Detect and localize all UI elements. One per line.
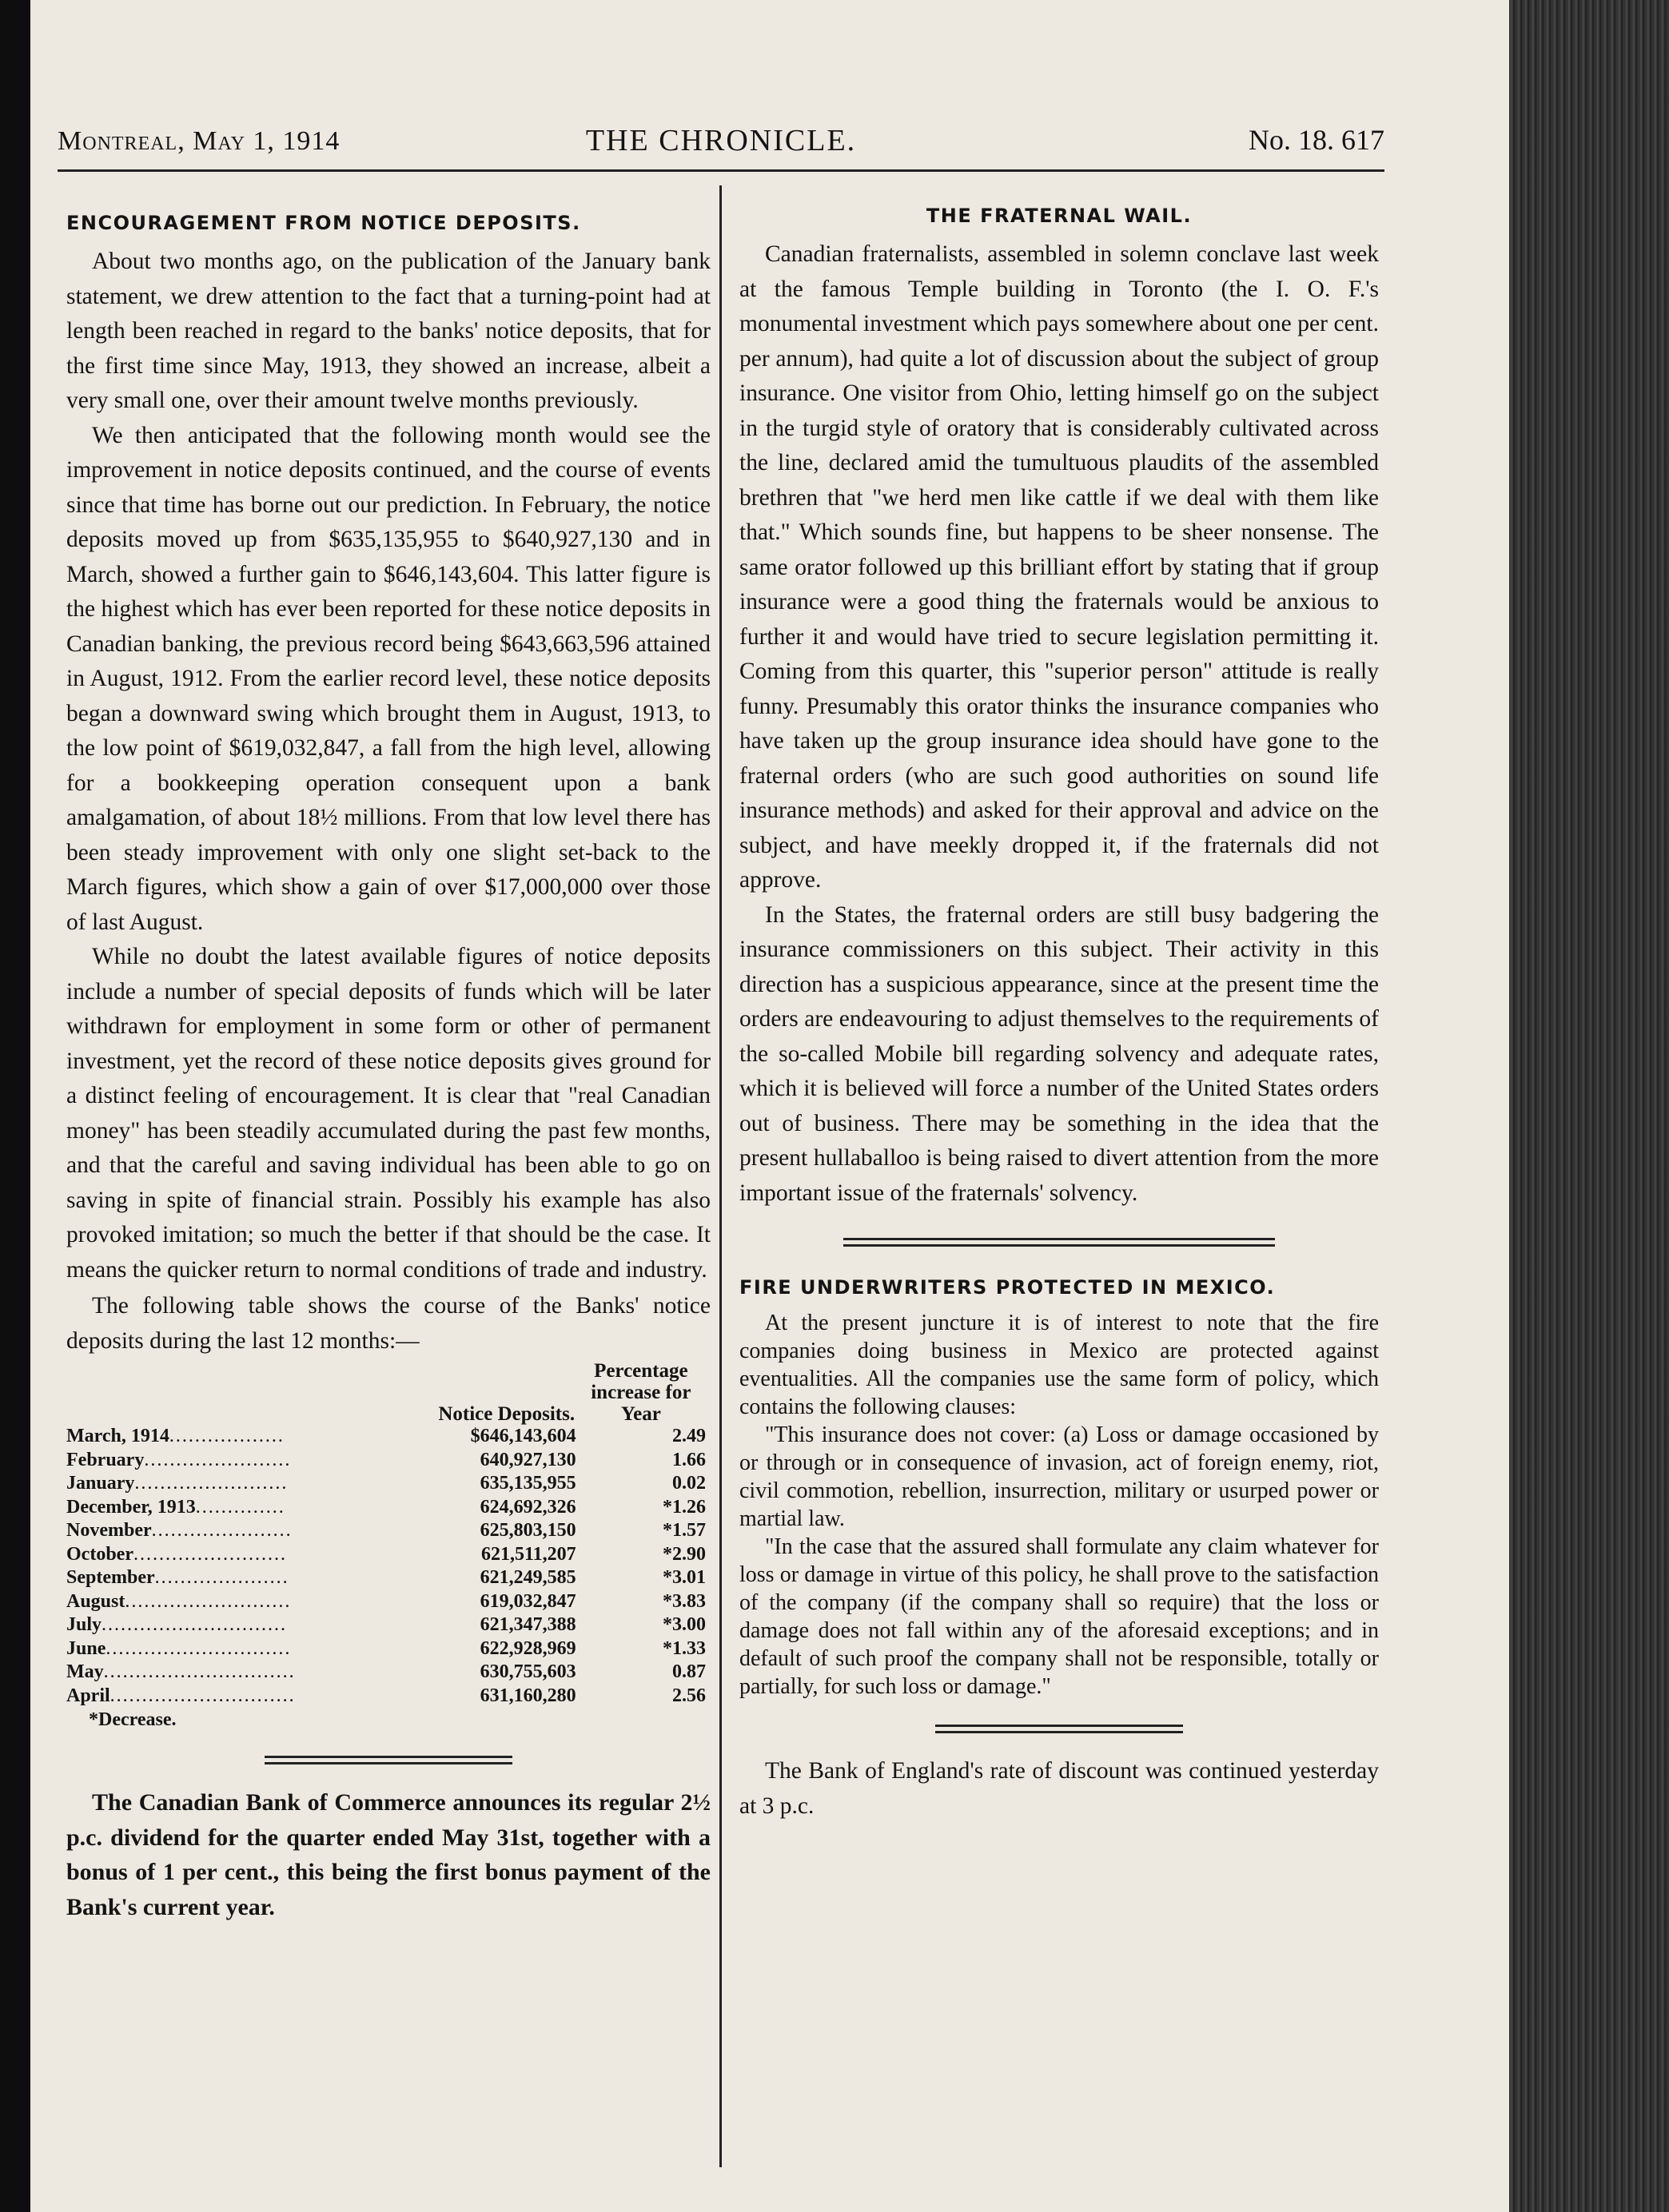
leader-dots: ..............................: [103, 1661, 296, 1682]
row-deposits: 631,160,280: [480, 1685, 576, 1706]
row-deposits: 635,135,955: [480, 1473, 576, 1494]
row-deposits: 621,249,585: [480, 1567, 576, 1588]
issue-number: No. 18. 617: [1249, 124, 1384, 156]
row-month: August: [66, 1590, 125, 1612]
row-percentage: 2.49: [672, 1426, 706, 1446]
table-row: [66, 1519, 706, 1543]
bank-of-commerce-notice: The Canadian Bank of Commerce announces its regular 2½ p.c. dividend for the quarter ended May 31st, together with a bonus of 1 per cent., this being the first bonus payment of the Bank's current year.: [66, 1789, 711, 1920]
row-deposits: $646,143,604: [470, 1426, 576, 1446]
table-row: [66, 1613, 706, 1637]
section-rule: [935, 1725, 1183, 1733]
paragraph: About two months ago, on the publication of the January bank statement, we drew attention to the fact that a turning-point had at length been reached in regard to the banks' notice deposits, that for the first time since May, 1913, they showed an increase, albeit a very small one, over their amount twelve months previously.: [66, 249, 711, 413]
row-month: June: [66, 1637, 106, 1659]
paragraph: Canadian fraternalists, assembled in solemn conclave last week at the famous Temple building in Toronto (the I. O. F.'s monumental investment which pays somewhere about one per cent. per annum), had quite a lot of discussion about the subject of group insurance. One visitor from Ohio, letting himself go on the subject in the turgid style of oratory that is considerably cultivated across the line, declared amid the tumultuous plaudits of the assembled brethren that "we herd men like cattle if we deal with them like that." Which sounds fine, but happens to be sheer nonsense. The same orator followed up this brilliant effort by stating that if group insurance were a good thing the fraternals would be anxious to further it and would have tried to secure legislation permitting it. Coming from this quarter, this "superior person" attitude is really funny. Presumably this orator thinks the insurance companies who have taken up the group insurance idea should have gone to the fraternal orders (who are such good authorities on sound life insurance methods) and asked for their approval and advice on the subject, and have meekly dropped it, if the fraternals did not approve.: [739, 241, 1379, 893]
bank-of-england-notice: The Bank of England's rate of discount was continued yesterday at 3 p.c.: [739, 1758, 1379, 1819]
table-row: [66, 1661, 706, 1685]
fire-underwriters-article: [739, 1309, 1379, 1701]
table-row: [66, 1543, 706, 1567]
row-percentage: 2.56: [672, 1685, 706, 1706]
row-deposits: 621,511,207: [480, 1543, 576, 1565]
row-deposits: 630,755,603: [480, 1661, 576, 1682]
leader-dots: ......................: [151, 1520, 293, 1541]
row-deposits: 625,803,150: [480, 1520, 576, 1541]
quoted-clause: "This insurance does not cover: (a) Loss or damage occasioned by or through or in consequence of invasion, act of foreign enemy, riot, civil commotion, rebellion, insurrection, military or usurped power or martial law.: [739, 1422, 1379, 1531]
right-column: [739, 202, 1379, 1824]
leader-dots: ..................: [169, 1426, 285, 1446]
paragraph: We then anticipated that the following month would see the improvement in notice deposits continued, and the course of events since that time has borne out our prediction. In February, the notice deposits moved up from $635,135,955 to $640,927,130 and in March, showed a further gain to $646,143,604. This latter figure is the highest which has ever been reported for these notice deposits in Canadian banking, the previous record being $643,663,596 attained in August, 1912. From the earlier record level, these notice deposits began a downward swing which brought them in August, 1913, to the low point of $619,032,847, a fall from the high level, allowing for a bookkeeping operation consequent upon a bank amalgamation, of about 18½ millions. From that low level there has been steady improvement with only one slight set-back to the March figures, which show a gain of over $17,000,000 over those of last August.: [66, 422, 711, 935]
row-month: April: [66, 1685, 110, 1706]
leader-dots: ........................: [133, 1543, 287, 1565]
row-percentage: 0.02: [672, 1473, 706, 1494]
leader-dots: .............................: [102, 1614, 288, 1635]
article-heading-fire-underwriters: FIRE UNDERWRITERS PROTECTED IN MEXICO.: [739, 1276, 1276, 1299]
article-heading-notice-deposits: ENCOURAGEMENT FROM NOTICE DEPOSITS.: [66, 212, 581, 234]
table-row: [66, 1425, 706, 1449]
row-month: February: [66, 1449, 145, 1470]
dateline: Montreal, May 1, 1914: [58, 126, 341, 156]
article-heading-fraternal-wail: THE FRATERNAL WAIL.: [926, 205, 1193, 227]
row-percentage: *3.83: [663, 1590, 706, 1612]
table-footnote: *Decrease.: [89, 1709, 177, 1730]
column-header-percentage: Percentage increase for Year: [591, 1360, 691, 1425]
row-percentage: *1.26: [663, 1496, 706, 1518]
paragraph: In the States, the fraternal orders are still busy badgering the insurance commissioners on this subject. Their activity in this direction has a suspicious appearance, since at the present time the orders are endeavouring to adjust themselves to the requirements of the so-called Mobile bill regarding solvency and adequate rates, which it is believed will force a number of the United States orders out of business. There may be something in the idea that the present hullaballoo is being raised to divert attention from the more important issue of the fraternals' solvency.: [739, 901, 1379, 1206]
row-percentage: *2.90: [663, 1543, 706, 1565]
left-column: [66, 209, 711, 1924]
row-month: November: [66, 1520, 152, 1541]
table-row: [66, 1590, 706, 1614]
row-month: December, 1913: [66, 1496, 196, 1518]
column-header-deposits: Notice Deposits.: [438, 1403, 576, 1425]
table-row: [66, 1637, 706, 1661]
paragraph: While no doubt the latest available figures of notice deposits include a number of special deposits of funds which will be later withdrawn for employment in some form or other of permanent investment, yet the record of these notice deposits gives ground for a distinct feeling of encouragement. It is clear that "real Canadian money" has been steadily accumulated during the past few months, and that the careful and saving individual has been able to go on saving in spite of financial strain. Possibly his example has also provoked imitation; so much the better if that should be the case. It means the quicker return to normal conditions of trade and industry.: [66, 944, 711, 1283]
row-percentage: 0.87: [672, 1661, 706, 1682]
row-deposits: 624,692,326: [480, 1496, 576, 1518]
row-month: January: [66, 1473, 135, 1494]
row-percentage: *3.00: [663, 1614, 706, 1635]
row-month: March, 1914: [66, 1426, 169, 1446]
leader-dots: .......................: [144, 1449, 292, 1470]
table-row: [66, 1496, 706, 1520]
column-divider: [719, 185, 722, 2167]
row-percentage: *1.57: [663, 1520, 706, 1541]
row-month: May: [66, 1661, 104, 1682]
row-deposits: 640,927,130: [480, 1449, 576, 1470]
paragraph: At the present juncture it is of interest to note that the fire companies doing business in Mexico are protected against eventualities. All the companies use the same form of policy, which contains the following clauses:: [739, 1311, 1379, 1419]
leader-dots: .....................: [154, 1567, 289, 1588]
leader-dots: ..........................: [125, 1590, 292, 1612]
table-row: [66, 1685, 706, 1709]
leader-dots: .............................: [106, 1637, 292, 1659]
row-percentage: *3.01: [663, 1567, 706, 1588]
section-rule: [265, 1756, 512, 1764]
book-spine: [1509, 0, 1669, 2212]
table-header-row: [66, 1360, 706, 1425]
row-percentage: 1.66: [672, 1449, 706, 1470]
leader-dots: ..............: [195, 1496, 285, 1518]
table-row: [66, 1449, 706, 1473]
leader-dots: ........................: [134, 1473, 289, 1494]
row-deposits: 619,032,847: [480, 1590, 576, 1612]
table-row: [66, 1472, 706, 1496]
row-month: September: [66, 1567, 155, 1588]
leader-dots: .............................: [110, 1685, 296, 1706]
row-month: October: [66, 1543, 133, 1565]
table-row: [66, 1566, 706, 1590]
page-header: [58, 120, 1384, 168]
row-percentage: *1.33: [663, 1637, 706, 1659]
quoted-clause: "In the case that the assured shall formulate any claim whatever for loss or damage in virtue of this policy, he shall prove to the satisfaction of the company (if the company shall so require) that the loss or damage does not fall within any of the aforesaid exceptions; and in default of such proof the company shall not be responsible, totally or partially, for such loss or damage.": [739, 1534, 1379, 1699]
publication-title: THE CHRONICLE.: [585, 124, 857, 157]
scan-left-edge: [0, 0, 30, 2212]
section-rule: [843, 1238, 1275, 1247]
row-month: July: [66, 1614, 102, 1635]
table-intro: The following table shows the course of the Banks' notice deposits during the last 12 months:—: [66, 1293, 711, 1354]
row-deposits: 621,347,388: [480, 1614, 576, 1635]
row-deposits: 622,928,969: [480, 1637, 576, 1659]
notice-deposits-table: [66, 1360, 706, 1708]
header-rule: [58, 169, 1384, 172]
